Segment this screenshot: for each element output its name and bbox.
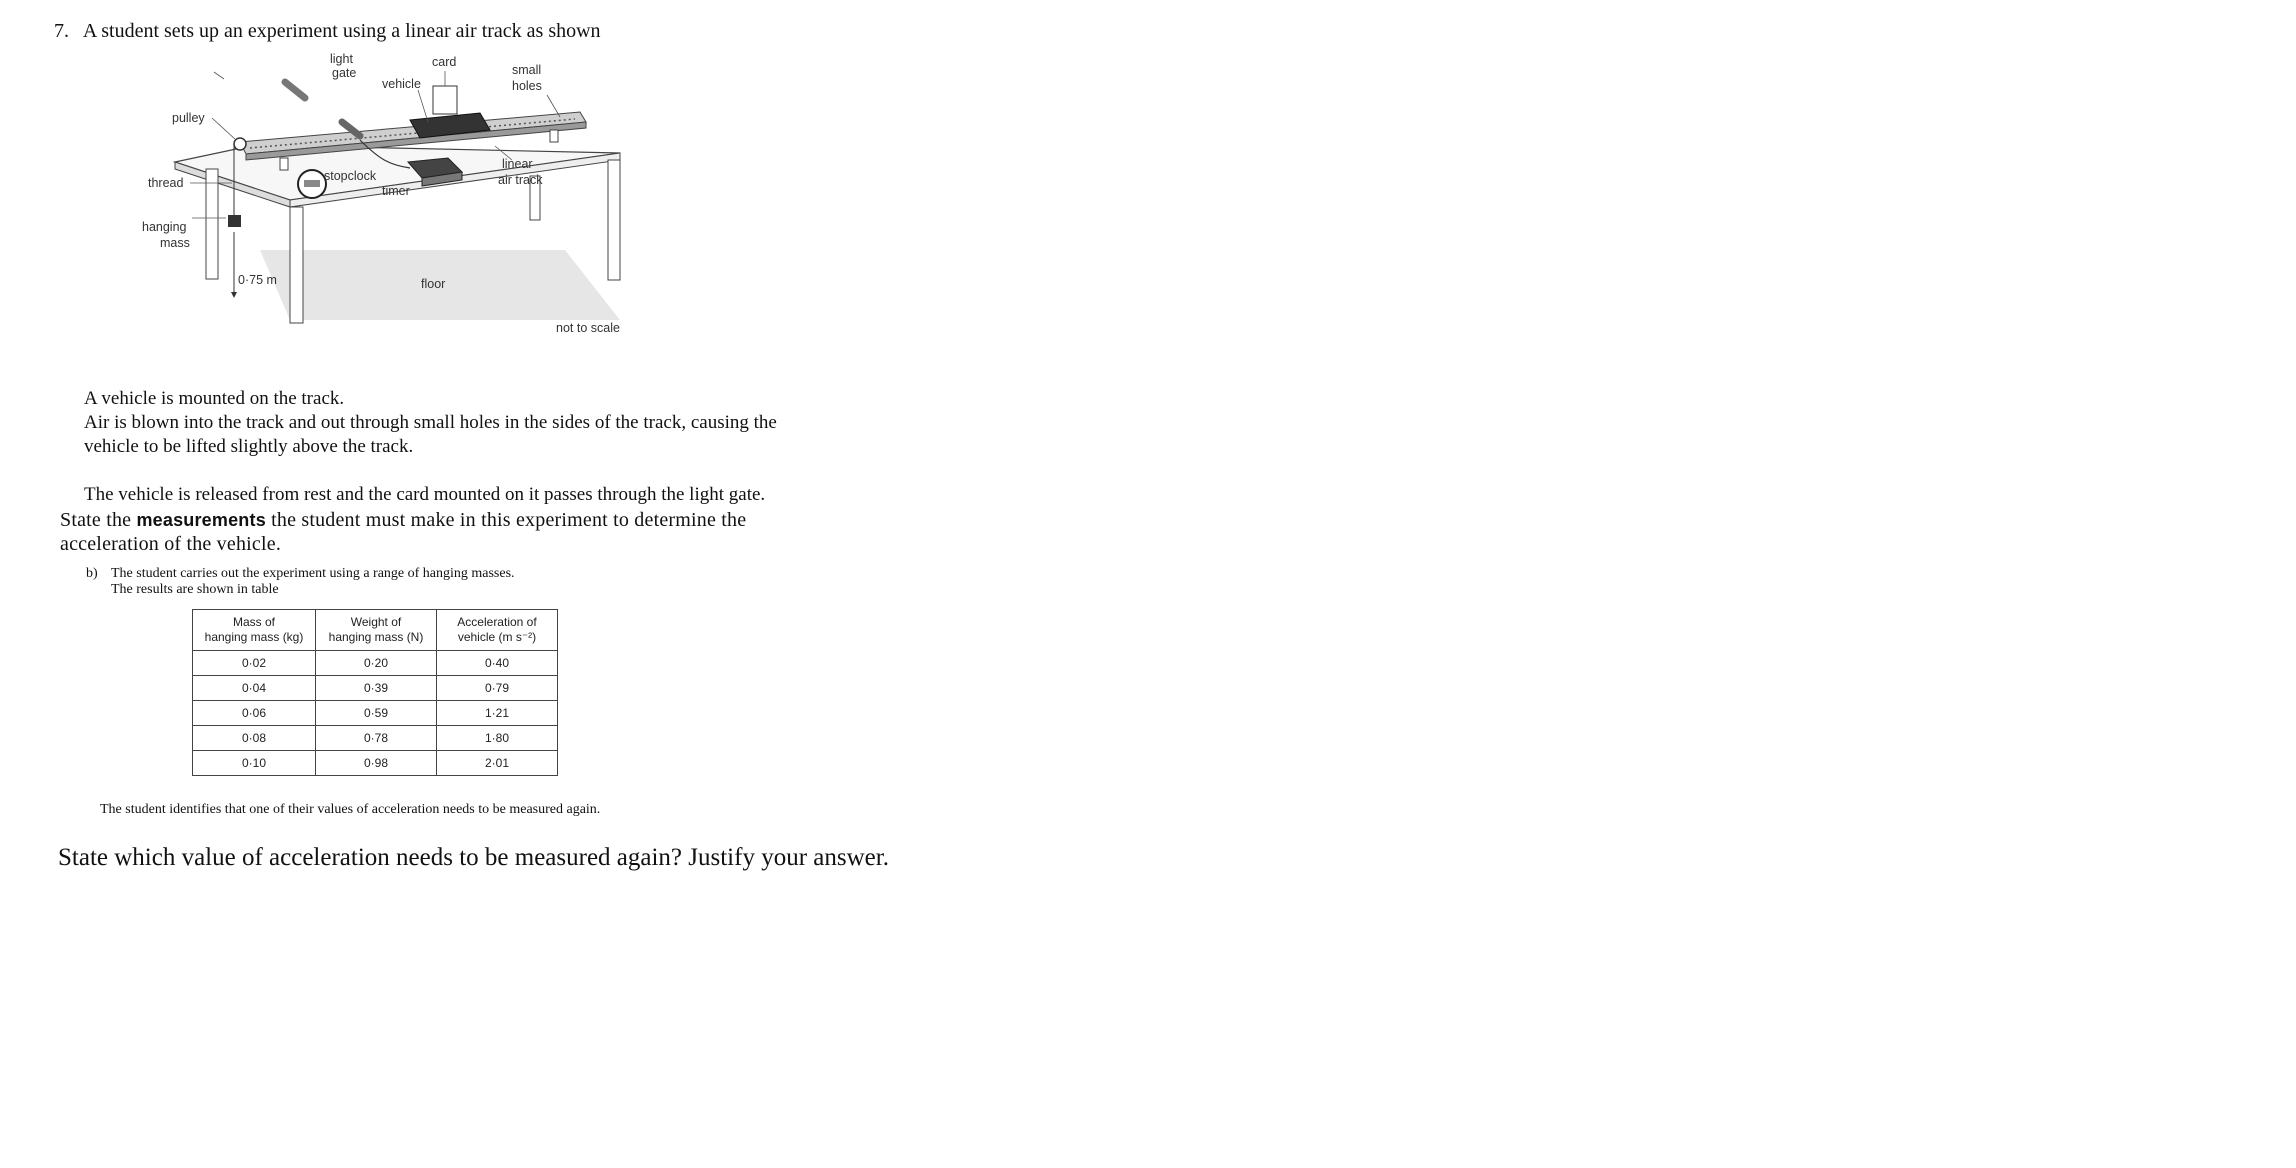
table-row [193,701,558,726]
cell-acceleration: 0·79 [437,676,558,701]
final-question: State which value of acceleration needs to be measured again? Justify your answer. [58,844,889,871]
table-row [193,726,558,751]
track-support-right [550,130,558,142]
description-line-2: Air is blown into the track and out through small holes in the sides of the track, causing the [84,412,777,433]
cell-mass: 0·10 [193,751,316,776]
cell-weight: 0·20 [316,651,437,676]
label-card: card [432,55,457,69]
table-header-row [193,610,558,651]
stopclock-display [304,180,320,187]
cell-weight: 0·98 [316,751,437,776]
header-mass-line-2: hanging mass (kg) [204,630,304,644]
header-weight [316,610,437,651]
part-a-bold: measurements [136,510,266,530]
question-stem: A student sets up an experiment using a linear air track as shown [82,20,601,42]
track-support-left [280,158,288,170]
table-leg-right [608,160,620,280]
label-linear-2: air track [498,173,543,187]
label-hanging-mass-2: mass [160,236,190,250]
header-accel-line-1: Acceleration of [457,615,537,629]
part-a-line-2: acceleration of the vehicle. [60,533,282,555]
leader-light-gate [214,72,224,79]
label-pulley: pulley [172,111,205,125]
label-linear-1: linear [502,157,533,171]
label-light-gate-2: gate [332,66,357,80]
header-acceleration [437,610,558,651]
hanging-mass [228,215,241,227]
label-thread: thread [148,176,184,190]
air-track-diagram [120,50,660,350]
table-leg-left [206,169,218,279]
cell-acceleration: 1·21 [437,701,558,726]
cell-mass: 0·02 [193,651,316,676]
header-accel-line-2: vehicle (m s⁻²) [457,630,537,644]
part-a-line-1 [60,509,746,532]
cell-weight: 0·39 [316,676,437,701]
results-table [192,609,558,776]
label-hanging-mass-1: hanging [142,220,187,234]
cell-acceleration: 1·80 [437,726,558,751]
cell-mass: 0·08 [193,726,316,751]
description-line-4: The vehicle is released from rest and the card mounted on it passes through the light gate. [84,484,766,505]
cell-weight: 0·78 [316,726,437,751]
cell-acceleration: 2·01 [437,751,558,776]
cell-acceleration: 0·40 [437,651,558,676]
part-b-line-1: The student carries out the experiment using a range of hanging masses. [111,566,515,581]
label-not-to-scale: not to scale [556,321,620,335]
identifies-text: The student identifies that one of their values of acceleration needs to be measured again. [100,802,601,817]
part-a-prefix: State the [60,509,132,531]
header-mass-line-1: Mass of [232,615,275,629]
part-b-line-2: The results are shown in table [111,582,279,597]
table-row [193,751,558,776]
cell-mass: 0·04 [193,676,316,701]
table-row [193,651,558,676]
question-number: 7. [54,20,69,42]
question-heading [54,20,601,43]
description-line-3: vehicle to be lifted slightly above the track. [84,436,414,457]
table-leg-front [290,207,303,323]
header-weight-line-2: hanging mass (N) [328,630,424,644]
leader-small-holes [547,95,560,117]
label-small-holes-2: holes [512,79,542,93]
header-weight-line-1: Weight of [350,615,402,629]
part-a-suffix: the student must make in this experiment to determine the [271,509,747,531]
description-line-1: A vehicle is mounted on the track. [84,388,345,409]
label-small-holes-1: small [512,63,542,77]
leader-vehicle [418,90,428,122]
cell-mass: 0·06 [193,701,316,726]
label-vehicle: vehicle [382,77,421,91]
label-stopclock: stopclock [324,169,377,183]
label-floor: floor [421,277,446,291]
table-row [193,676,558,701]
card [433,86,457,114]
part-b-label: b) [86,566,98,581]
height-arrow-head [231,292,237,298]
light-gate-top [285,82,305,98]
cell-weight: 0·59 [316,701,437,726]
label-timer: timer [382,184,410,198]
label-light-gate-1: light [330,52,353,66]
label-height: 0·75 m [238,273,277,287]
leader-pulley [212,118,236,140]
header-mass [193,610,316,651]
